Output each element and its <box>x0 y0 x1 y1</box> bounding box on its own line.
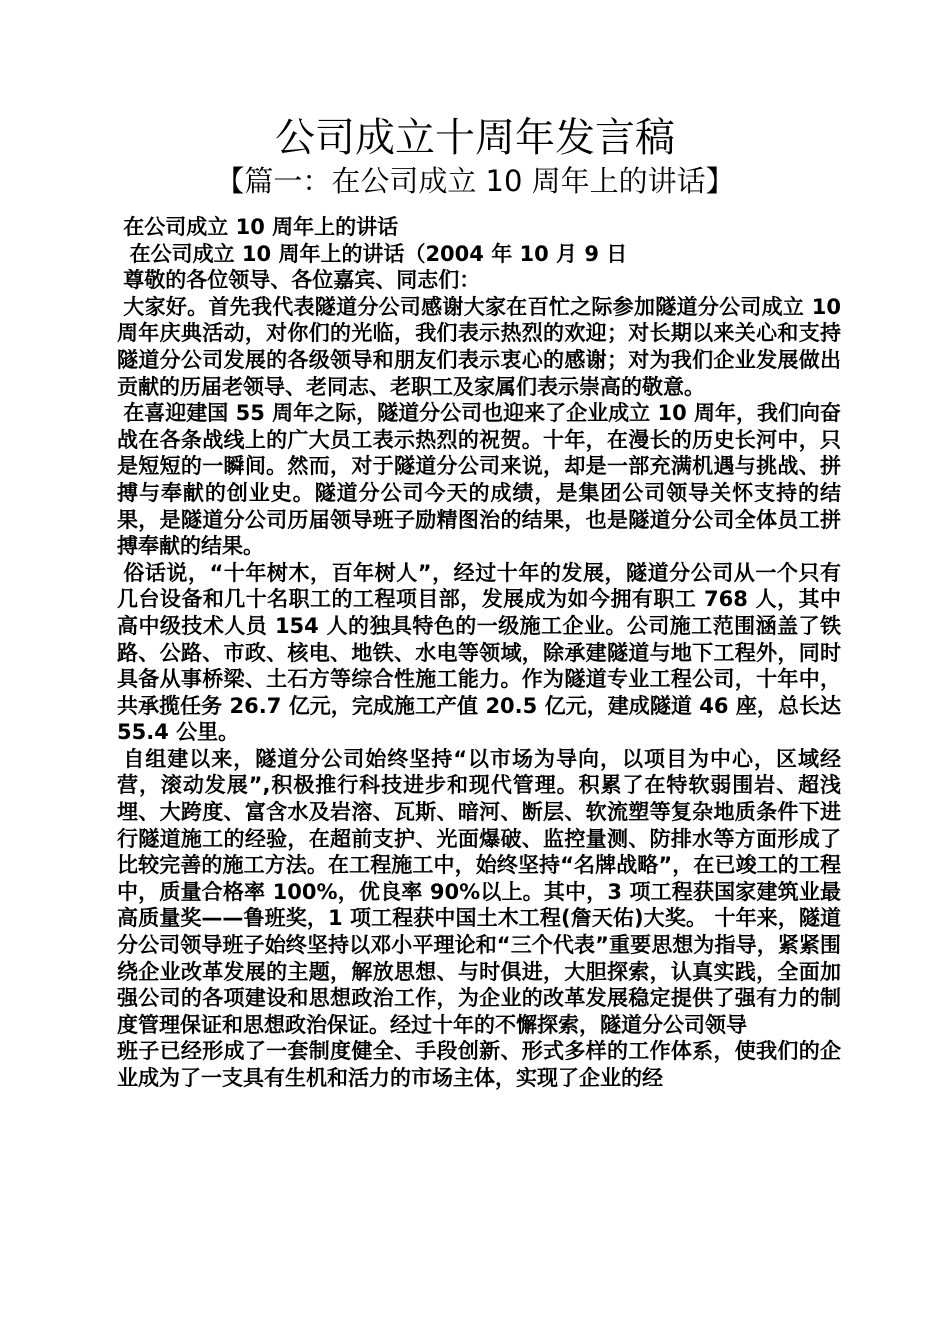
page-subtitle: 【篇一：在公司成立 10 周年上的讲话】 <box>215 164 735 198</box>
paragraph: 班子已经形成了一套制度健全、手段创新、形式多样的工作体系，使我们的企业成为了一支具有生机和活力的市场主体，实现了企业的经 <box>117 1039 841 1090</box>
page-title: 公司成立十周年发言稿 <box>275 115 675 161</box>
paragraph: 在喜迎建国 55 周年之际，隧道分公司也迎来了企业成立 10 周年，我们向奋战在各条战线上的广大员工表示热烈的祝贺。十年，在漫长的历史长河中，只是短短的一瞬间。然而，对于隧道分公司来说，却是一部充满机遇与挑战、拼搏与奉献的创业史。隧道分公司今天的成绩，是集团公司领导关怀支持的结果，是隧道分公司历届领导班子励精图治的结果，也是隧道分公司全体员工拼搏奉献的结果。 <box>117 401 841 559</box>
document-body <box>117 214 841 1092</box>
paragraph: 自组建以来，隧道分公司始终坚持“以市场为导向，以项目为中心，区域经营，滚动发展”,积极推行科技进步和现代管理。积累了在特软弱围岩、超浅埋、大跨度、富含水及岩溶、瓦斯、暗河、断层、软流塑等复杂地质条件下进行隧道施工的经验，在超前支护、光面爆破、监控量测、防排水等方面形成了比较完善的施工方法。在工程施工中，始终坚持“名牌战略”，在已竣工的工程中，质量合格率 100%，优良率 90%以上。其中，3 项工程获国家建筑业最高质量奖——鲁班奖，1 项工程获中国土木工程(詹天佑)大奖。 十年来，隧道分公司领导班子始终坚持以邓小平理论和“三个代表”重要思想为指导，紧紧围绕企业改革发展的主题，解放思想、与时俱进，大胆探索，认真实践，全面加强公司的各项建设和思想政治工作，为企业的改革发展稳定提供了强有力的制度管理保证和思想政治保证。经过十年的不懈探索，隧道分公司领导 <box>117 746 841 1037</box>
speech-heading: 在公司成立 10 周年上的讲话 <box>123 215 399 239</box>
paragraph: 俗话说，“十年树木，百年树人”，经过十年的发展，隧道分公司从一个只有几台设备和几十名职工的工程项目部，发展成为如今拥有职工 768 人，其中高中级技术人员 154 人的独具特色的一级施工企业。公司施工范围涵盖了铁路、公路、市政、核电、地铁、水电等领域，除承建隧道与地下工程外，同时具备从事桥梁、土石方等综合性施工能力。作为隧道专业工程公司，十年中，共承揽任务 26.7 亿元，完成施工产值 20.5 亿元，建成隧道 46 座，总长达 55.4 公里。 <box>117 560 841 745</box>
paragraph: 大家好。首先我代表隧道分公司感谢大家在百忙之际参加隧道分公司成立 10 周年庆典活动，对你们的光临，我们表示热烈的欢迎；对长期以来关心和支持隧道分公司发展的各级领导和朋友们表示衷心的感谢；对为我们企业发展做出贡献的历届老领导、老同志、老职工及家属们表示崇高的敬意。 <box>117 294 841 399</box>
salutation: 尊敬的各位领导、各位嘉宾、同志们： <box>123 268 481 293</box>
speech-date-line: 在公司成立 10 周年上的讲话（2004 年 10 月 9 日 <box>129 241 628 266</box>
